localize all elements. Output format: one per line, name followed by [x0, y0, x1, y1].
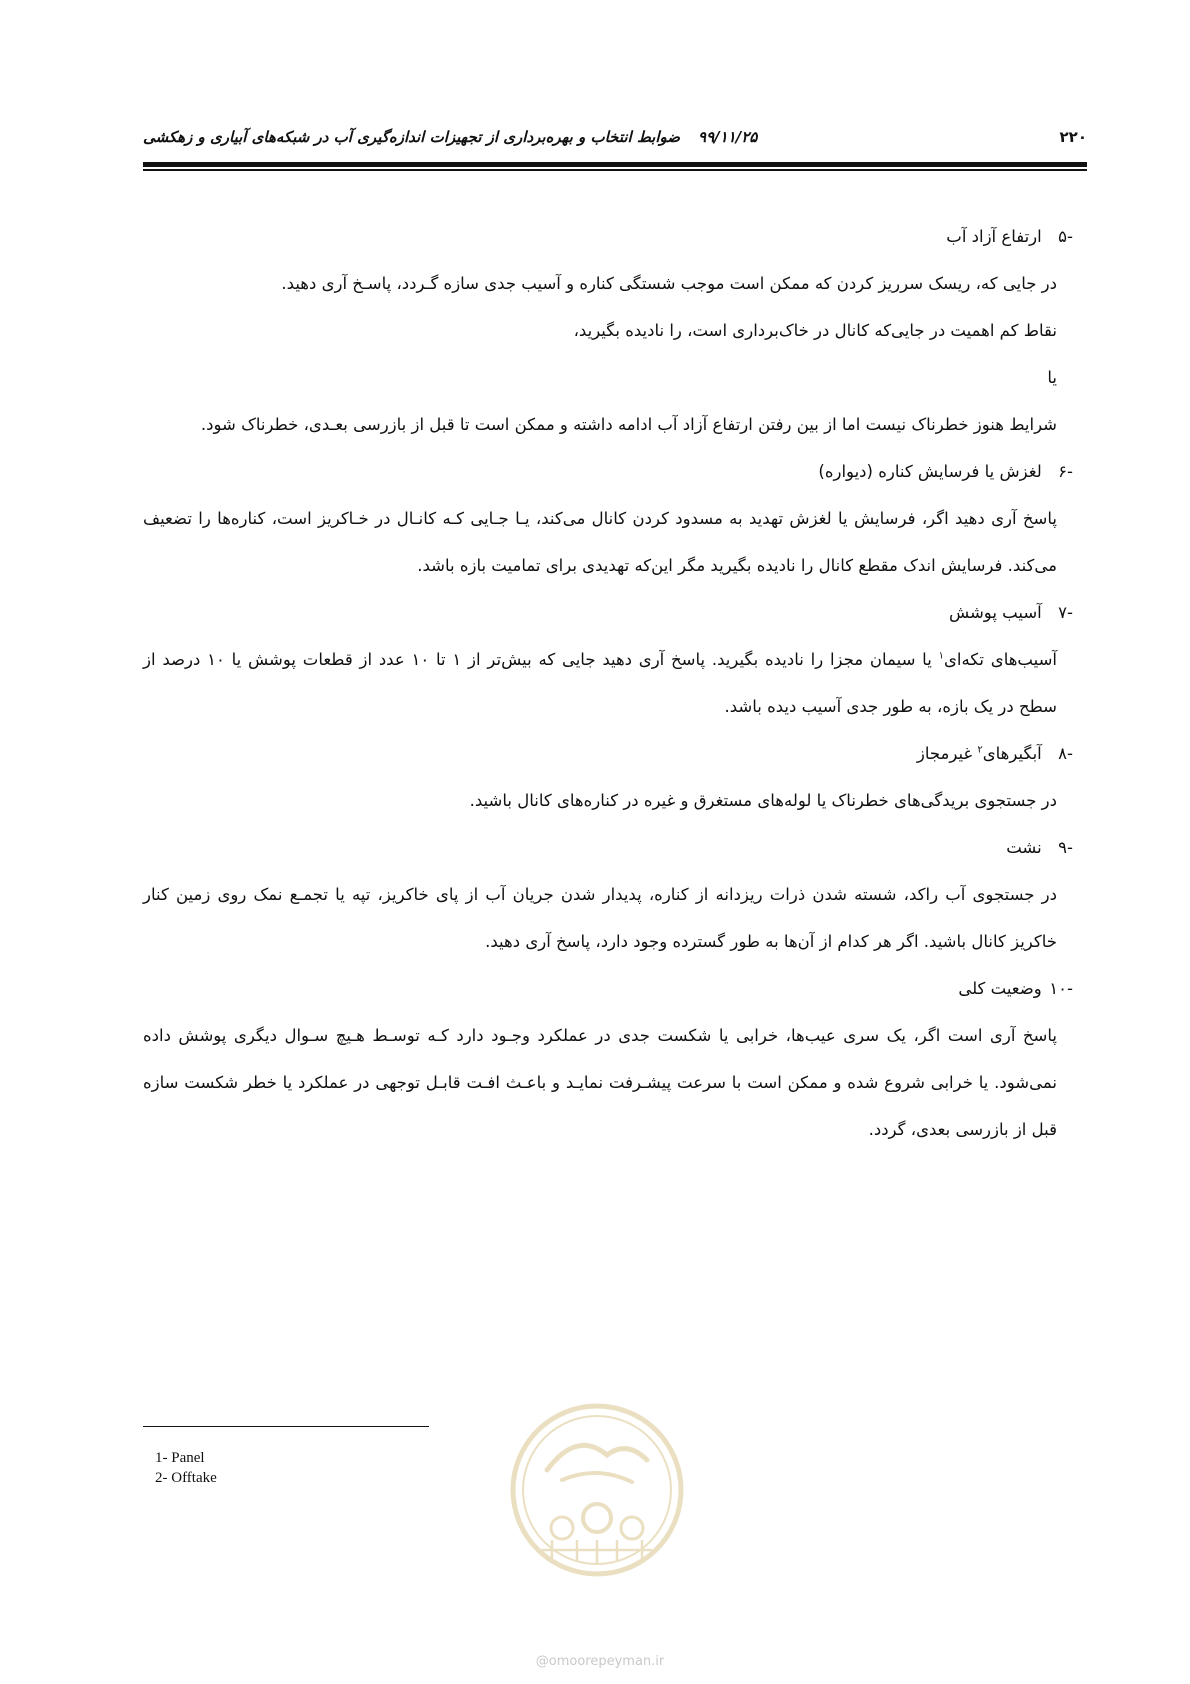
paragraph: پاسخ آری است اگر، یک سری عیب‌ها، خرابی یا شکست جدی در عملکرد وجـود دارد کـه توسـط هـیچ سـوال دیگری پوشش داده نمی‌شود. یا خرابی شروع شده و ممکن است با سرعت پیشـرفت نمایـد و باعـث افـت قابـل توجهی در عملکرد یا خطر شکست سازه قبل از بازرسی بعدی، گردد.	[143, 1026, 1057, 1139]
section-7	[143, 589, 1073, 730]
section-number: -۶	[1058, 462, 1073, 481]
footnote-separator	[143, 1426, 429, 1427]
section-title: آبگیرهای	[982, 744, 1042, 763]
paragraph: در جستجوی آب راکد، شسته شدن ذرات ریزدانه از کناره، پدیدار شدن جریان آب از پای خاکریز، تپه یا تجمـع نمک روی زمین کنار خاکریز کانال باشید. اگر هر کدام از آن‌ها به طور گسترده وجود دارد، پاسخ آری دهید.	[143, 885, 1057, 951]
paragraph-text: یا سیمان مجزا را نادیده بگیرید. پاسخ آری دهید جایی که بیش‌تر از ۱ تا ۱۰ عدد از قطعات پوشش یا ۱۰ درصد از سطح در یک بازه، به طور جدی آسیب دیده باشد.	[143, 650, 1057, 716]
paragraph: پاسخ آری دهید اگر، فرسایش یا لغزش تهدید به مسدود کردن کانال می‌کند، یـا جـایی کـه کانـال در خـاکریز است، کناره‌ها را تضعیف می‌کند. فرسایش اندک مقطع کانال را نادیده بگیرید مگر این‌که تهدیدی برای تمامیت بازه باشد.	[143, 509, 1057, 575]
section-10	[143, 965, 1073, 1153]
section-number: -۷	[1058, 603, 1073, 622]
watermark-logo-icon	[507, 1400, 687, 1580]
section-6	[143, 448, 1073, 589]
header-title-line	[143, 128, 757, 146]
section-heading	[143, 824, 1073, 871]
section-title: نشت	[1006, 838, 1042, 857]
section-heading	[143, 213, 1073, 260]
section-number: -۵	[1058, 227, 1073, 246]
footnotes	[155, 1448, 217, 1488]
section-heading	[143, 730, 1073, 777]
footnote-2: 2- Offtake	[155, 1470, 217, 1486]
section-title: وضعیت کلی	[958, 979, 1042, 998]
watermark-text: @omoorepeyman.ir	[535, 1654, 665, 1669]
section-heading	[143, 589, 1073, 636]
section-heading	[143, 448, 1073, 495]
section-number: -۸	[1058, 744, 1073, 763]
paragraph: شرایط هنوز خطرناک نیست اما از بین رفتن ارتفاع آزاد آب ادامه داشته و ممکن است تا قبل از بازرسی بعـدی، خطرناک شود.	[200, 415, 1057, 434]
paragraph: در جایی که، ریسک سرریز کردن که ممکن است موجب شستگی کناره و آسیب جدی سازه گـردد، پاسـخ آری دهید.	[281, 274, 1057, 293]
header-title: ضوابط انتخاب و بهره‌برداری از تجهیزات اندازه‌گیری آب در شبکه‌های آبیاری و زهکشی	[143, 128, 681, 146]
section-title: ارتفاع آزاد آب	[946, 227, 1042, 246]
section-5	[143, 213, 1073, 448]
section-heading	[143, 965, 1073, 1012]
section-8	[143, 730, 1073, 824]
section-number: -۱۰	[1049, 979, 1073, 998]
document-body	[143, 213, 1073, 1153]
paragraph: یا	[1047, 368, 1057, 387]
header-date: ۹۹/۱۱/۲۵	[698, 128, 758, 146]
footnote-ref-2[interactable]: ۲	[977, 744, 983, 756]
section-9	[143, 824, 1073, 965]
header-rule-thin	[143, 169, 1087, 171]
paragraph	[143, 636, 1073, 730]
page-header	[143, 128, 1087, 150]
header-rule-thick	[143, 162, 1087, 167]
section-title: آسیب پوشش	[948, 603, 1042, 622]
paragraph-text: آسیب‌های تکه‌ای	[943, 650, 1058, 669]
page-number: ۲۲۰	[1059, 128, 1087, 146]
paragraph: در جستجوی بریدگی‌های خطرناک یا لوله‌های مستغرق و غیره در کناره‌های کانال باشید.	[469, 791, 1057, 810]
section-title: لغزش یا فرسایش کناره (دیواره)	[818, 462, 1042, 481]
section-title-rest: غیرمجاز	[916, 744, 978, 763]
footnote-ref-1[interactable]: ۱	[938, 650, 944, 662]
section-number: -۹	[1058, 838, 1073, 857]
paragraph: نقاط کم اهمیت در جایی‌که کانال در خاک‌برداری است، را نادیده بگیرید،	[573, 321, 1057, 340]
footnote-1: 1- Panel	[155, 1450, 205, 1466]
